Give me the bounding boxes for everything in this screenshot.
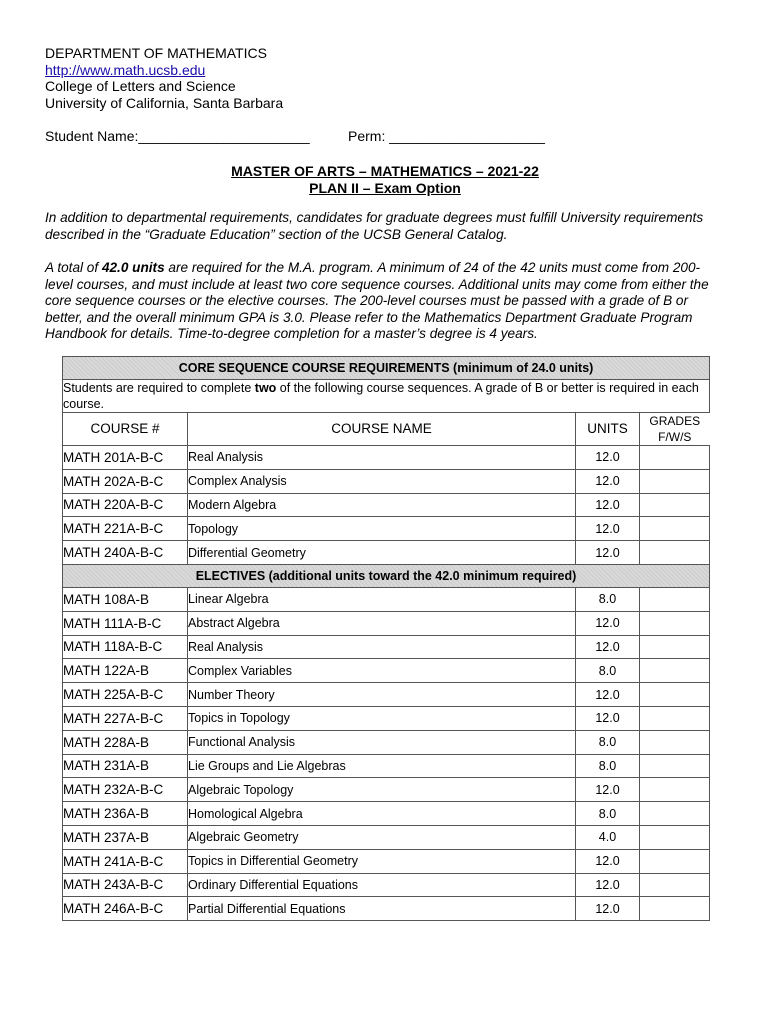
department-name: DEPARTMENT OF MATHEMATICS bbox=[45, 45, 267, 61]
elective-course-row bbox=[63, 730, 710, 754]
university-requirements-paragraph: In addition to departmental requirements, candidates for graduate degrees must fulfill University requirements described in the “Graduate Education” section of the UCSB General Catalog. bbox=[45, 210, 704, 242]
grade-entry-cell[interactable] bbox=[640, 849, 710, 873]
course-number: MATH 201A-B-C bbox=[63, 446, 188, 470]
core-course-row bbox=[63, 446, 710, 470]
column-header-course: COURSE # bbox=[63, 413, 188, 446]
course-number: MATH 220A-B-C bbox=[63, 493, 188, 517]
course-number: MATH 111A-B-C bbox=[63, 611, 188, 635]
grade-entry-cell[interactable] bbox=[640, 446, 710, 470]
course-name: Differential Geometry bbox=[188, 541, 576, 565]
course-name: Topics in Differential Geometry bbox=[188, 849, 576, 873]
elective-course-row bbox=[63, 611, 710, 635]
grade-entry-cell[interactable] bbox=[640, 659, 710, 683]
course-units: 12.0 bbox=[576, 849, 640, 873]
course-units: 12.0 bbox=[576, 611, 640, 635]
department-url-link[interactable]: http://www.math.ucsb.edu bbox=[45, 61, 206, 78]
course-number: MATH 221A-B-C bbox=[63, 517, 188, 541]
course-number: MATH 118A-B-C bbox=[63, 635, 188, 659]
elective-course-row bbox=[63, 802, 710, 826]
course-number: MATH 231A-B bbox=[63, 754, 188, 778]
course-units: 8.0 bbox=[576, 754, 640, 778]
plan-subtitle: PLAN II – Exam Option bbox=[309, 180, 461, 196]
course-units: 12.0 bbox=[576, 706, 640, 730]
course-units: 12.0 bbox=[576, 493, 640, 517]
elective-course-row bbox=[63, 849, 710, 873]
grade-entry-cell[interactable] bbox=[640, 541, 710, 565]
course-name: Linear Algebra bbox=[188, 587, 576, 611]
elective-course-row bbox=[63, 897, 710, 921]
course-requirements-table bbox=[62, 356, 710, 921]
core-course-row bbox=[63, 517, 710, 541]
course-units: 12.0 bbox=[576, 446, 640, 470]
grade-entry-cell[interactable] bbox=[640, 587, 710, 611]
elective-course-row bbox=[63, 635, 710, 659]
course-number: MATH 243A-B-C bbox=[63, 873, 188, 897]
course-units: 4.0 bbox=[576, 825, 640, 849]
course-number: MATH 227A-B-C bbox=[63, 706, 188, 730]
elective-course-row bbox=[63, 825, 710, 849]
perm-field[interactable]: Perm: ____________________ bbox=[348, 128, 545, 144]
grade-entry-cell[interactable] bbox=[640, 897, 710, 921]
grade-entry-cell[interactable] bbox=[640, 706, 710, 730]
course-name: Topics in Topology bbox=[188, 706, 576, 730]
course-name: Algebraic Geometry bbox=[188, 825, 576, 849]
course-name: Complex Variables bbox=[188, 659, 576, 683]
course-name: Abstract Algebra bbox=[188, 611, 576, 635]
grade-entry-cell[interactable] bbox=[640, 873, 710, 897]
course-name: Functional Analysis bbox=[188, 730, 576, 754]
course-name: Complex Analysis bbox=[188, 469, 576, 493]
course-number: MATH 225A-B-C bbox=[63, 683, 188, 707]
grade-entry-cell[interactable] bbox=[640, 469, 710, 493]
course-number: MATH 228A-B bbox=[63, 730, 188, 754]
grade-entry-cell[interactable] bbox=[640, 493, 710, 517]
course-units: 8.0 bbox=[576, 659, 640, 683]
course-units: 12.0 bbox=[576, 873, 640, 897]
core-course-row bbox=[63, 541, 710, 565]
course-name: Modern Algebra bbox=[188, 493, 576, 517]
core-course-row bbox=[63, 469, 710, 493]
course-units: 12.0 bbox=[576, 469, 640, 493]
course-name: Real Analysis bbox=[188, 446, 576, 470]
course-number: MATH 240A-B-C bbox=[63, 541, 188, 565]
course-name: Homological Algebra bbox=[188, 802, 576, 826]
elective-course-row bbox=[63, 706, 710, 730]
course-number: MATH 246A-B-C bbox=[63, 897, 188, 921]
elective-course-row bbox=[63, 778, 710, 802]
course-units: 12.0 bbox=[576, 541, 640, 565]
course-units: 12.0 bbox=[576, 683, 640, 707]
course-number: MATH 237A-B bbox=[63, 825, 188, 849]
course-units: 8.0 bbox=[576, 730, 640, 754]
core-course-row bbox=[63, 493, 710, 517]
course-units: 12.0 bbox=[576, 897, 640, 921]
table-header-row bbox=[63, 413, 710, 446]
unit-requirements-paragraph: A total of 42.0 units are required for the M.A. program. A minimum of 24 of the 42 units must come from 200-level courses, and must include at least two core sequence courses. Additional units may come from either the core sequence courses or the elective courses. The 200-level courses must be passed with a grade of B or better, and the overall minimum GPA is 3.0. Please refer to the Mathematics Department Graduate Program Handbook for details. Time-to-degree completion for a master’s degree is 4 years. bbox=[45, 260, 709, 341]
department-header bbox=[45, 45, 283, 111]
grade-entry-cell[interactable] bbox=[640, 635, 710, 659]
document-title: MASTER OF ARTS – MATHEMATICS – 2021-22 bbox=[231, 163, 539, 179]
course-number: MATH 232A-B-C bbox=[63, 778, 188, 802]
elective-course-row bbox=[63, 683, 710, 707]
course-number: MATH 108A-B bbox=[63, 587, 188, 611]
course-units: 8.0 bbox=[576, 587, 640, 611]
course-number: MATH 236A-B bbox=[63, 802, 188, 826]
grade-entry-cell[interactable] bbox=[640, 825, 710, 849]
course-name: Real Analysis bbox=[188, 635, 576, 659]
course-number: MATH 202A-B-C bbox=[63, 469, 188, 493]
college-name: College of Letters and Science bbox=[45, 78, 236, 94]
course-name: Number Theory bbox=[188, 683, 576, 707]
electives-heading: ELECTIVES (additional units toward the 42.0 minimum required) bbox=[63, 564, 710, 587]
course-units: 12.0 bbox=[576, 778, 640, 802]
elective-course-row bbox=[63, 873, 710, 897]
grade-entry-cell[interactable] bbox=[640, 683, 710, 707]
grade-entry-cell[interactable] bbox=[640, 778, 710, 802]
elective-course-row bbox=[63, 754, 710, 778]
total-units-emphasis: 42.0 units bbox=[101, 260, 165, 275]
column-header-grades: GRADES F/W/S bbox=[640, 413, 710, 446]
grade-entry-cell[interactable] bbox=[640, 611, 710, 635]
core-sequence-heading: CORE SEQUENCE COURSE REQUIREMENTS (minimum of 24.0 units) bbox=[63, 357, 710, 380]
course-name: Partial Differential Equations bbox=[188, 897, 576, 921]
university-name: University of California, Santa Barbara bbox=[45, 94, 284, 111]
grade-entry-cell[interactable] bbox=[640, 802, 710, 826]
student-name-field[interactable]: Student Name:______________________ bbox=[45, 128, 310, 144]
grade-entry-cell[interactable] bbox=[640, 730, 710, 754]
course-name: Lie Groups and Lie Algebras bbox=[188, 754, 576, 778]
column-header-name: COURSE NAME bbox=[188, 413, 576, 446]
course-name: Topology bbox=[188, 517, 576, 541]
column-header-units: UNITS bbox=[576, 413, 640, 446]
course-name: Algebraic Topology bbox=[188, 778, 576, 802]
grade-entry-cell[interactable] bbox=[640, 754, 710, 778]
course-number: MATH 241A-B-C bbox=[63, 849, 188, 873]
course-units: 12.0 bbox=[576, 635, 640, 659]
grade-entry-cell[interactable] bbox=[640, 517, 710, 541]
core-sequence-note: Students are required to complete two of the following course sequences. A grade of B or better is required in each course. bbox=[63, 380, 710, 413]
course-number: MATH 122A-B bbox=[63, 659, 188, 683]
elective-course-row bbox=[63, 659, 710, 683]
elective-course-row bbox=[63, 587, 710, 611]
course-units: 8.0 bbox=[576, 802, 640, 826]
course-name: Ordinary Differential Equations bbox=[188, 873, 576, 897]
course-units: 12.0 bbox=[576, 517, 640, 541]
